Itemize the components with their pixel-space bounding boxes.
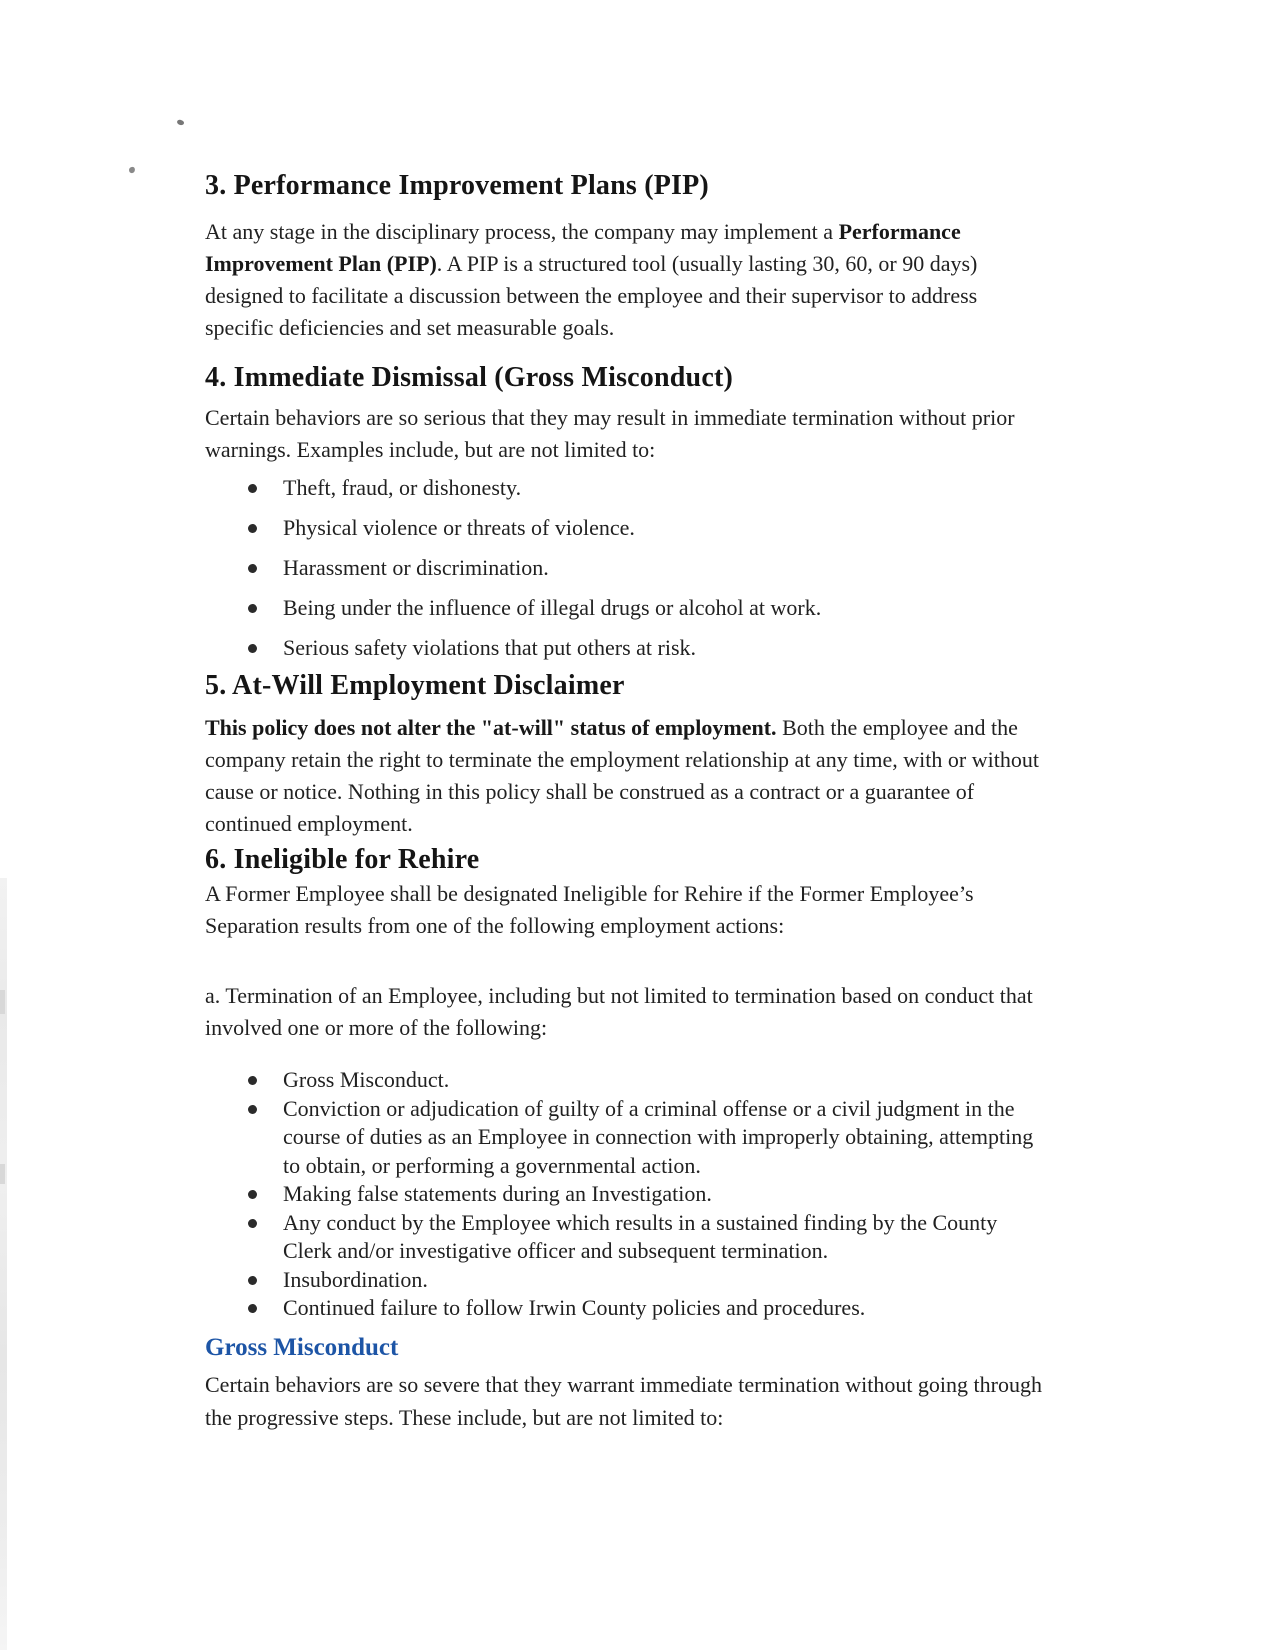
- section-3-paragraph: [205, 216, 1043, 344]
- list-item: Making false statements during an Investigation.: [205, 1180, 1043, 1209]
- paragraph-text: Both the employee and the company retain the right to terminate the employment relationship at any time, with or without cause or notice. Nothing in this policy shall be construed as a contract or a guarantee of continued employment.: [205, 715, 1039, 836]
- section-6-bullet-list: [205, 1066, 1043, 1323]
- section-4-heading: 4. Immediate Dismissal (Gross Misconduct): [205, 362, 733, 393]
- list-item: Any conduct by the Employee which results in a sustained finding by the County Clerk and/or investigative officer and subsequent termination.: [205, 1209, 1043, 1266]
- list-item: Gross Misconduct.: [205, 1066, 1043, 1095]
- paragraph-text: At any stage in the disciplinary process, the company may implement a: [205, 219, 839, 244]
- gross-misconduct-paragraph: Certain behaviors are so severe that they warrant immediate termination without going through the progressive steps. These include, but are not limited to:: [205, 1371, 1042, 1430]
- gross-misconduct-heading: Gross Misconduct: [205, 1333, 399, 1361]
- list-item: Continued failure to follow Irwin County policies and procedures.: [205, 1294, 1043, 1323]
- section-5-heading: 5. At-Will Employment Disclaimer: [205, 670, 625, 701]
- section-4-paragraph: Certain behaviors are so serious that they may result in immediate termination without prior warnings. Examples include, but are not limited to:: [205, 405, 1015, 462]
- section-6-heading: 6. Ineligible for Rehire: [205, 844, 480, 875]
- scan-speck: [128, 166, 135, 173]
- scan-edge-smudge: [0, 990, 5, 1014]
- paragraph-bold-text: Performance Improvement Plan (PIP): [205, 219, 961, 276]
- list-item: Harassment or discrimination.: [205, 552, 1043, 584]
- list-item: Being under the influence of illegal drugs or alcohol at work.: [205, 592, 1043, 624]
- section-6-paragraph: A Former Employee shall be designated Ineligible for Rehire if the Former Employee’s Separation results from one of the following employment actions:: [205, 881, 974, 938]
- list-item: Insubordination.: [205, 1266, 1043, 1295]
- paragraph-text: . A PIP is a structured tool (usually lasting 30, 60, or 90 days) designed to facilitate a discussion between the employee and their supervisor to address specific deficiencies and set measurable goals.: [205, 251, 978, 340]
- section-5-paragraph: [205, 712, 1043, 840]
- scan-speck: [176, 119, 184, 126]
- list-item: Physical violence or threats of violence.: [205, 512, 1043, 544]
- paragraph-bold-text: This policy does not alter the "at-will" status of employment.: [205, 715, 777, 740]
- section-6-subparagraph: a. Termination of an Employee, including but not limited to termination based on conduct that involved one or more of the following:: [205, 983, 1033, 1040]
- list-item: Conviction or adjudication of guilty of a criminal offense or a civil judgment in the course of duties as an Employee in connection with improperly obtaining, attempting to obtain, or performing a governmental action.: [205, 1095, 1043, 1181]
- list-item: Serious safety violations that put others at risk.: [205, 632, 1043, 664]
- document-content: [205, 0, 1043, 1434]
- scan-edge-artifact: [0, 878, 7, 1650]
- section-3-heading: 3. Performance Improvement Plans (PIP): [205, 170, 709, 201]
- section-4-bullet-list: [205, 472, 1043, 664]
- scan-edge-smudge: [0, 1164, 5, 1184]
- list-item: Theft, fraud, or dishonesty.: [205, 472, 1043, 504]
